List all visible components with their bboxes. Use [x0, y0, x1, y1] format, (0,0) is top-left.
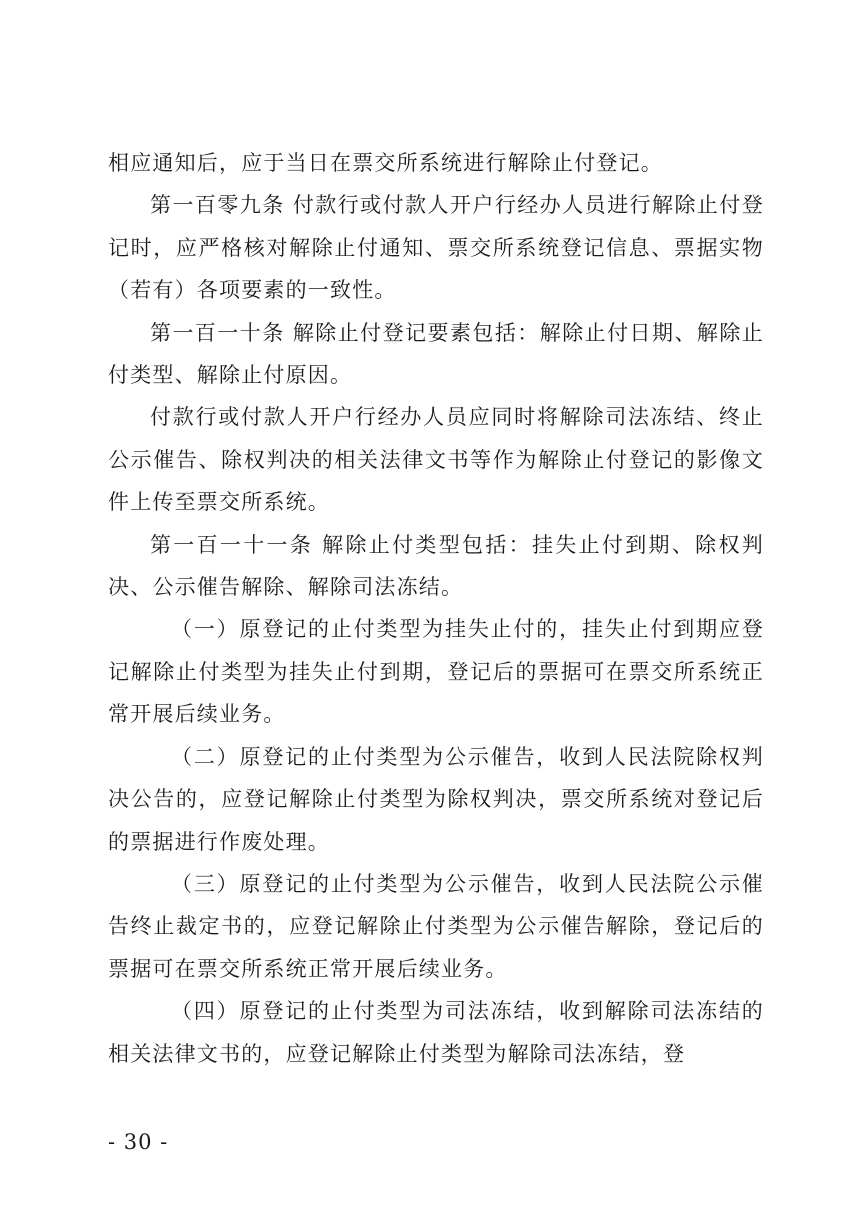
- article-111: 第一百一十一条 解除止付类型包括：挂失止付到期、除权判决、公示催告解除、解除司法冻结。: [108, 532, 764, 600]
- article-109: 第一百零九条 付款行或付款人开户行经办人员进行解除止付登记时，应严格核对解除止付通知、票交所系统登记信息、票据实物（若有）各项要素的一致性。: [108, 193, 764, 303]
- article-111-item-4: （四）原登记的止付类型为司法冻结，收到解除司法冻结的相关法律文书的，应登记解除止付类型为解除司法冻结，登: [108, 999, 764, 1066]
- article-111-item-3: （三）原登记的止付类型为公示催告，收到人民法院公示催告终止裁定书的，应登记解除止付类型为公示催告解除，登记后的票据可在票交所系统正常开展后续业务。: [108, 871, 764, 981]
- document-body: [108, 142, 764, 1075]
- article-110-paragraph-2: 付款行或付款人开户行经办人员应同时将解除司法冻结、终止公示催告、除权判决的相关法律文书等作为解除止付登记的影像文件上传至票交所系统。: [108, 405, 764, 515]
- article-110: 第一百一十条 解除止付登记要素包括：解除止付日期、解除止付类型、解除止付原因。: [108, 320, 764, 388]
- article-111-item-2: （二）原登记的止付类型为公示催告，收到人民法院除权判决公告的，应登记解除止付类型为除权判决，票交所系统对登记后的票据进行作废处理。: [108, 744, 764, 854]
- paragraph-continuation: 相应通知后，应于当日在票交所系统进行解除止付登记。: [108, 151, 663, 175]
- page-number: - 30 -: [108, 1130, 169, 1154]
- article-111-item-1: （一）原登记的止付类型为挂失止付的，挂失止付到期应登记解除止付类型为挂失止付到期，登记后的票据可在票交所系统正常开展后续业务。: [108, 617, 764, 727]
